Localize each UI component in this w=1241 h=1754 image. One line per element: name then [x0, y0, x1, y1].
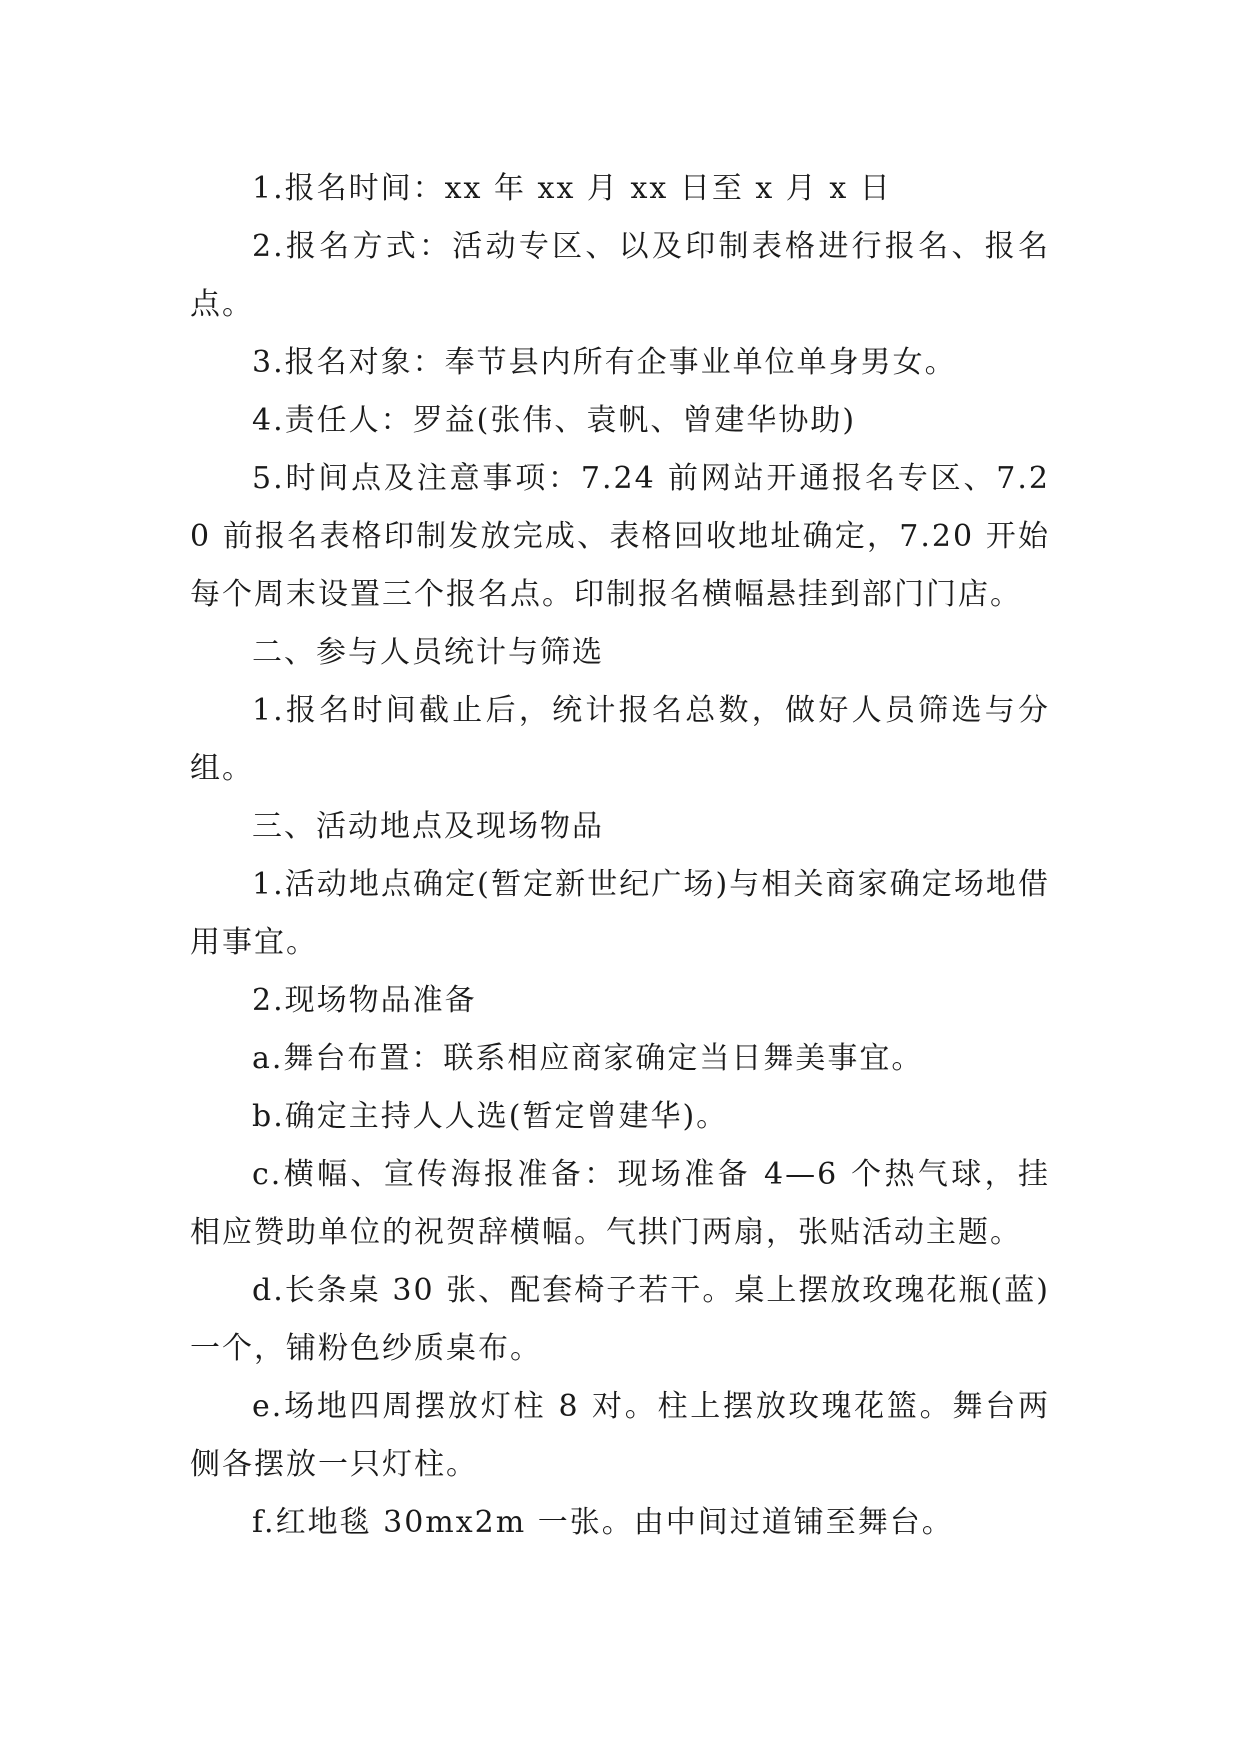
registration-target-item: 3.报名对象：奉节县内所有企事业单位单身男女。	[252, 345, 957, 380]
section-heading-participants: 二、参与人员统计与筛选	[252, 635, 604, 670]
responsible-person-item: 4.责任人：罗益(张伟、袁帆、曾建华协助)	[252, 403, 857, 438]
banner-poster-item: c.横幅、宣传海报准备：现场准备 4—6 个热气球，挂相应赞助单位的祝贺辞横幅。气拱门两扇，张贴活动主题。	[190, 1157, 1050, 1250]
registration-method-item: 2.报名方式：活动专区、以及印制表格进行报名、报名点。	[190, 229, 1050, 322]
section-heading-venue: 三、活动地点及现场物品	[252, 809, 604, 844]
lamp-posts-item: e.场地四周摆放灯柱 8 对。柱上摆放玫瑰花篮。舞台两侧各摆放一只灯柱。	[190, 1389, 1050, 1482]
venue-confirmation-item: 1.活动地点确定(暂定新世纪广场)与相关商家确定场地借用事宜。	[190, 867, 1050, 960]
document-body	[190, 160, 1050, 1552]
red-carpet-item: f.红地毯 30mx2m 一张。由中间过道铺至舞台。	[252, 1505, 954, 1540]
host-selection-item: b.确定主持人人选(暂定曾建华)。	[252, 1099, 729, 1134]
timeline-notes-item: 5.时间点及注意事项：7.24 前网站开通报名专区、7.20 前报名表格印制发放完成、表格回收地址确定，7.20 开始每个周末设置三个报名点。印制报名横幅悬挂到部门门店。	[190, 461, 1050, 612]
registration-time-item: 1.报名时间：xx 年 xx 月 xx 日至 x 月 x 日	[252, 171, 892, 206]
stage-setup-item: a.舞台布置：联系相应商家确定当日舞美事宜。	[252, 1041, 924, 1076]
participant-screening-item: 1.报名时间截止后，统计报名总数，做好人员筛选与分组。	[190, 693, 1050, 786]
tables-chairs-item: d.长条桌 30 张、配套椅子若干。桌上摆放玫瑰花瓶(蓝)一个，铺粉色纱质桌布。	[190, 1273, 1050, 1366]
onsite-supplies-item: 2.现场物品准备	[252, 983, 477, 1018]
